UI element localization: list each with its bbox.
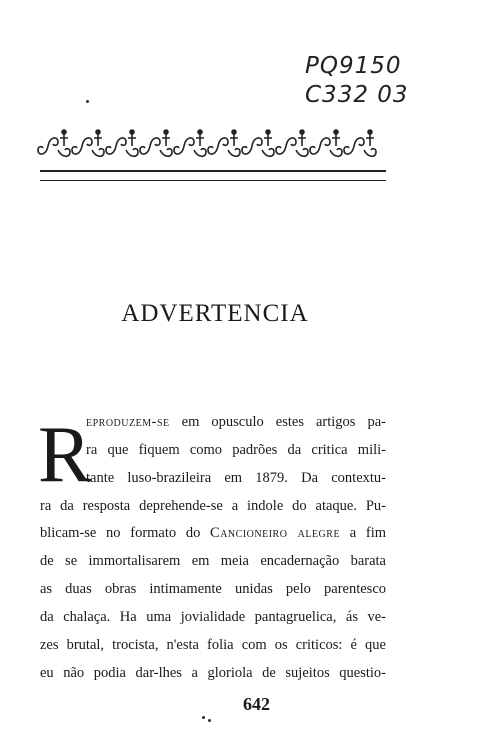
rule-thin [40, 180, 386, 181]
body-line-5: blicam-se no formato do Cancioneiro alegre a fim [40, 525, 387, 541]
call-number-line-2: C332 03 [305, 82, 409, 108]
body-line-6: de se immortalisarem em meia encadernação barata [40, 553, 386, 569]
page-title: ADVERTENCIA [121, 300, 309, 327]
body-line-1: eproduzem-se em opusculo estes artigos pa- [86, 414, 386, 430]
body-line-10: eu não podia dar-lhes a gloriola de sujeitos questio- [40, 665, 386, 681]
body-line-8: da chalaça. Ha uma jovialidade pantagruelica, ás ve- [40, 609, 386, 625]
page-number: 642 [243, 694, 270, 714]
ornament-band [36, 128, 384, 164]
body-line-3: tante luso-brazileira em 1879. Da contextu- [86, 470, 386, 486]
drop-cap: R [38, 411, 92, 499]
body-line-9: zes brutal, trocista, n'esta folia com os criticos: é que [40, 637, 386, 653]
speck [86, 100, 89, 103]
speck [202, 716, 205, 719]
body-line-2: ra que fiquem como padrões da critica mili- [86, 442, 386, 458]
call-number [305, 52, 409, 110]
body-line-4: ra da resposta deprehende-se a indole do ataque. Pu- [40, 498, 386, 514]
call-number-line-1: PQ9150 [305, 53, 402, 79]
speck [208, 719, 211, 722]
rule-thick [40, 170, 386, 172]
body-line-7: as duas obras intimamente unidas pelo parentesco [40, 581, 386, 597]
